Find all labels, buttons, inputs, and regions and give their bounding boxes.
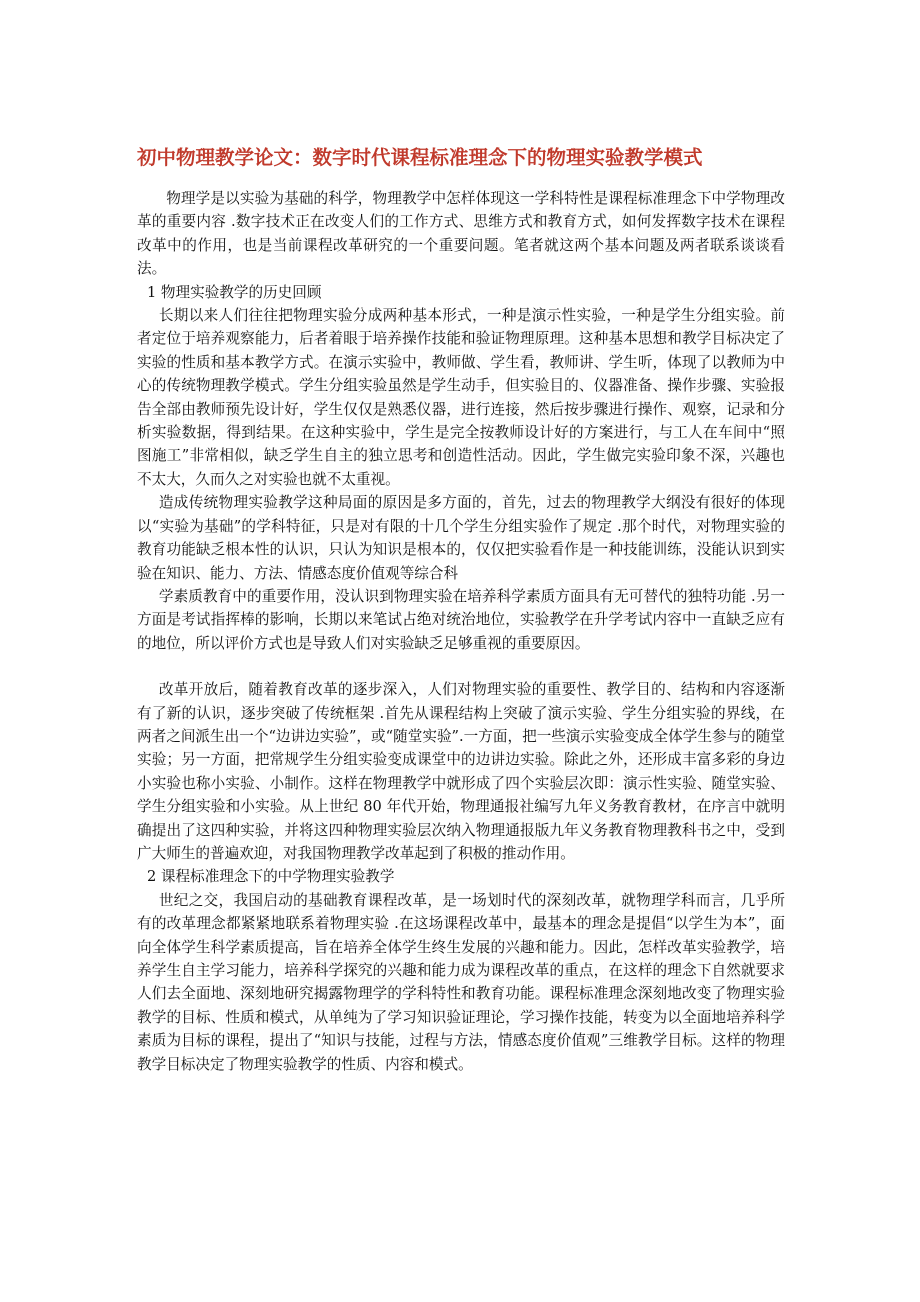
section-2-paragraph-1: 世纪之交，我国启动的基础教育课程改革，是一场划时代的深刻改革，就物理学科而言，几乎所有的改革理念都紧紧地联系着物理实验 .在这场课程改革中，最基本的理念是提倡“以学生为本”，面向全体学生科学素质提高，旨在培养全体学生终生发展的兴趣和能力。因此，怎样改革实验教学，培养学生自主学习能力，培养科学探究的兴趣和能力成为课程改革的重点，在这样的理念下自然就要求人们去全面地、深刻地研究揭露物理学的学科特性和教育功能。课程标准理念深刻地改变了物理实验教学的目标、性质和模式，从单纯为了学习知识验证理论，学习操作技能，转变为以全面地培养科学素质为目标的课程，提出了“知识与技能，过程与方法，情感态度价值观”三维教学目标。这样的物理教学目标决定了物理实验教学的性质、内容和模式。	[137, 891, 785, 1073]
paragraph-spacer	[137, 655, 785, 678]
section-1-paragraph-2: 造成传统物理实验教学这种局面的原因是多方面的，首先，过去的物理教学大纲没有很好的体现以“实验为基础”的学科特征，只是对有限的十几个学生分组实验作了规定 .那个时代，对物理实验的教育功能缺乏根本性的认识，只认为知识是根本的，仅仅把实验看作是一种技能训练，没能认识到实验在知识、能力、方法、情感态度价值观等综合科	[137, 494, 785, 582]
document-page	[137, 143, 785, 1076]
section-1-heading: 1 物理实验教学的历史回顾	[147, 283, 322, 301]
document-title: 初中物理教学论文：数字时代课程标准理念下的物理实验教学模式	[137, 146, 703, 169]
intro-paragraph: 物理学是以实验为基础的科学，物理教学中怎样体现这一学科特性是课程标准理念下中学物理改革的重要内容 .数字技术正在改变人们的工作方式、思维方式和教育方式，如何发挥数字技术在课程改革中的作用，也是当前课程改革研究的一个重要问题。笔者就这两个基本问题及两者联系谈谈看法。	[137, 190, 785, 278]
section-1-paragraph-1: 长期以来人们往往把物理实验分成两种基本形式，一种是演示性实验，一种是学生分组实验。前者定位于培养观察能力，后者着眼于培养操作技能和验证物理原理。这种基本思想和教学目标决定了实验的性质和基本教学方式。在演示实验中，教师做、学生看，教师讲、学生听，体现了以教师为中心的传统物理教学模式。学生分组实验虽然是学生动手，但实验目的、仪器准备、操作步骤、实验报告全部由教师预先设计好，学生仅仅是熟悉仪器，进行连接，然后按步骤进行操作、观察，记录和分析实验数据，得到结果。在这种实验中，学生是完全按教师设计好的方案进行，与工人在车间中“照图施工”非常相似，缺乏学生自主的独立思考和创造性活动。因此，学生做完实验印象不深，兴趣也不太大，久而久之对实验也就不太重视。	[137, 307, 785, 488]
section-2-heading: 2 课程标准理念下的中学物理实验教学	[147, 868, 395, 886]
section-1-paragraph-3: 学素质教育中的重要作用，没认识到物理实验在培养科学素质方面具有无可替代的独特功能 .另一方面是考试指挥棒的影响，长期以来笔试占绝对统治地位，实验教学在升学考试内容中一直缺乏应有的地位，所以评价方式也是导致人们对实验缺乏足够重视的重要原因。	[137, 587, 785, 652]
section-1-paragraph-4: 改革开放后，随着教育改革的逐步深入，人们对物理实验的重要性、教学目的、结构和内容逐渐有了新的认识，逐步突破了传统框架 .首先从课程结构上突破了演示实验、学生分组实验的界线，在两者之间派生出一个“边讲边实验”，或“随堂实验”.一方面，把一些演示实验变成全体学生参与的随堂实验；另一方面，把常规学生分组实验变成课堂中的边讲边实验。除此之外，还形成丰富多彩的身边小实验也称小实验、小制作。这样在物理教学中就形成了四个实验层次即：演示性实验、随堂实验、学生分组实验和小实验。从上世纪 80 年代开始，物理通报社编写九年义务教育教材，在序言中就明确提出了这四种实验，并将这四种物理实验层次纳入物理通报版九年义务教育物理教科书之中，受到广大师生的普遍欢迎，对我国物理教学改革起到了积极的推动作用。	[137, 681, 785, 862]
